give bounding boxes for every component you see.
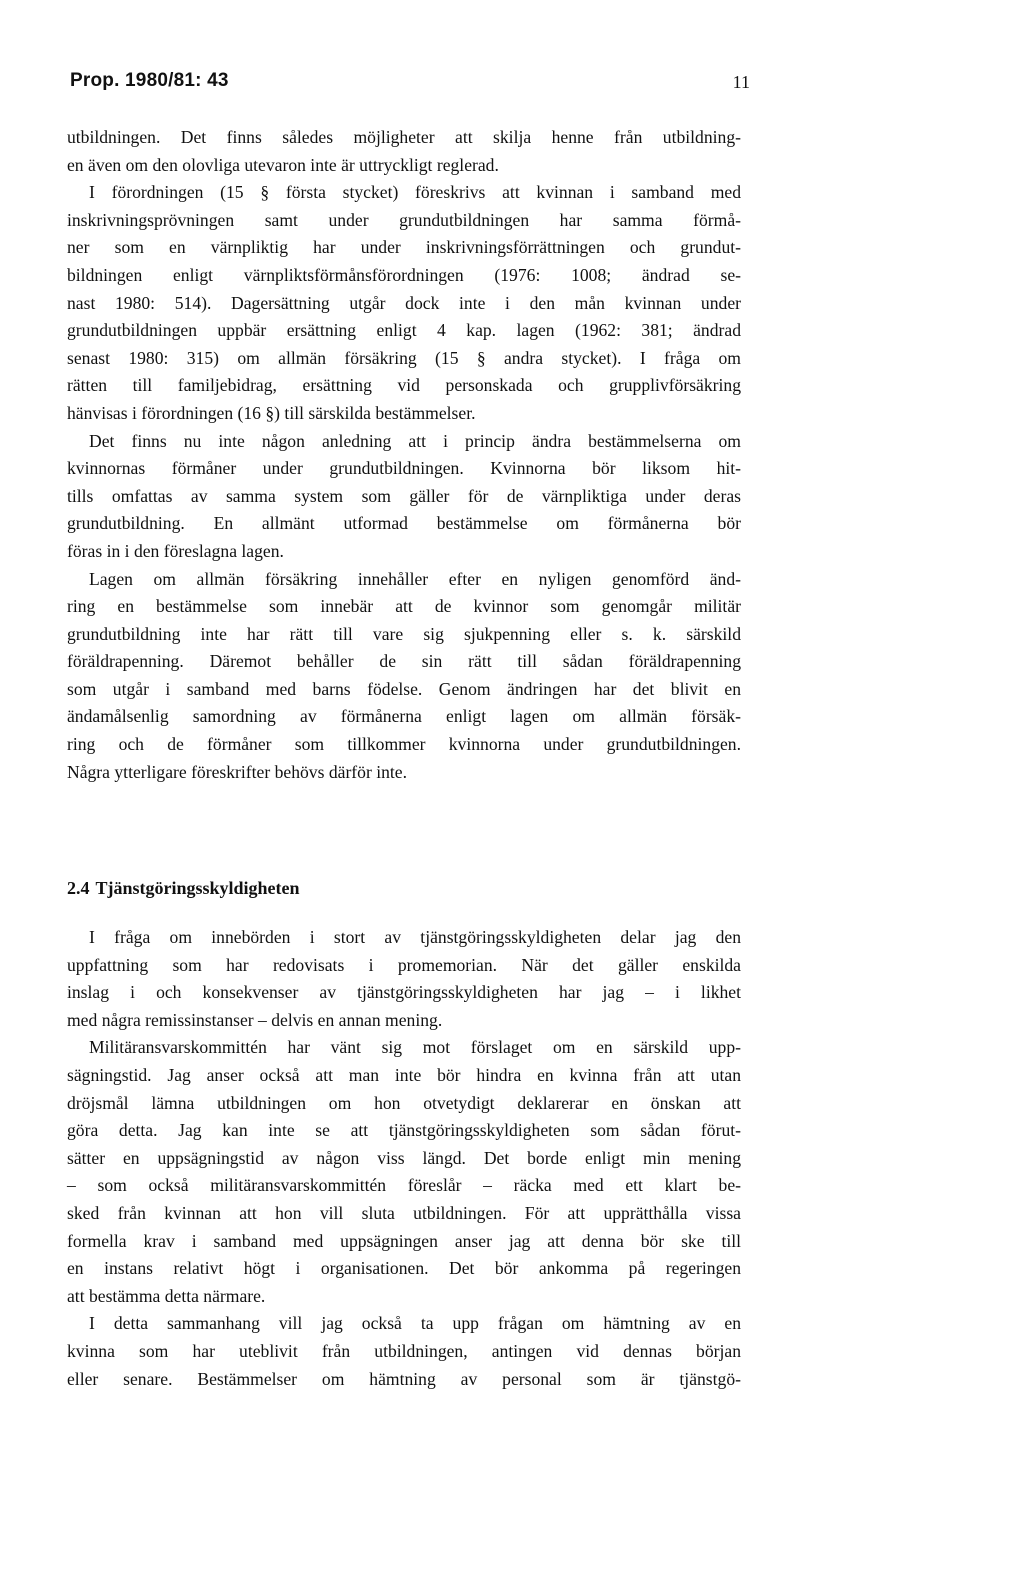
- text-line: inskrivningsprövningen samt under grundutbildningen har samma förmå-: [67, 209, 741, 230]
- section-number: 2.4: [67, 878, 90, 898]
- body-text-block-1: [67, 124, 741, 786]
- text-line: Militäransvarskommittén har vänt sig mot förslaget om en särskild upp-: [89, 1037, 741, 1058]
- page-header: [70, 70, 750, 100]
- text-line: Det finns nu inte någon anledning att i princip ändra bestämmelserna om: [89, 430, 741, 451]
- text-line: med några remissinstanser – delvis en annan mening.: [67, 1009, 443, 1030]
- text-line: en instans relativt högt i organisationen. Det bör ankomma på regeringen: [67, 1258, 741, 1279]
- text-line: Några ytterligare föreskrifter behövs därför inte.: [67, 761, 407, 782]
- text-line: ner som en värnpliktig har under inskrivningsförrättningen och grundut-: [67, 237, 741, 258]
- text-line: formella krav i samband med uppsägningen anser jag att denna bör ske till: [67, 1230, 741, 1251]
- paragraph: [67, 924, 741, 1034]
- text-line: sätter en uppsägningstid av någon viss längd. Det borde enligt min mening: [67, 1147, 741, 1168]
- paragraph: [67, 179, 741, 427]
- text-line: att bestämma detta närmare.: [67, 1285, 266, 1306]
- text-line: grundutbildning. En allmänt utformad bestämmelse om förmånerna bör: [67, 513, 741, 534]
- text-line: I förordningen (15 § första stycket) föreskrivs att kvinnan i samband med: [89, 182, 741, 203]
- text-line: eller senare. Bestämmelser om hämtning av personal som är tjänstgö-: [67, 1368, 741, 1389]
- text-line: rätten till familjebidrag, ersättning vid personskada och grupplivförsäkring: [67, 375, 741, 396]
- text-line: bildningen enligt värnpliktsförmånsförordningen (1976: 1008; ändrad se-: [67, 264, 741, 285]
- text-line: grundutbildningen uppbär ersättning enligt 4 kap. lagen (1962: 381; ändrad: [67, 320, 741, 341]
- paragraph: [67, 566, 741, 787]
- text-line: grundutbildning inte har rätt till vare sig sjukpenning eller s. k. särskild: [67, 623, 741, 644]
- text-line: inslag i och konsekvenser av tjänstgöringsskyldigheten har jag – i likhet: [67, 982, 741, 1003]
- paragraph: [67, 124, 741, 179]
- text-line: kvinnornas förmåner under grundutbildningen. Kvinnorna bör liksom hit-: [67, 458, 741, 479]
- text-line: I detta sammanhang vill jag också ta upp frågan om hämtning av en: [89, 1313, 741, 1334]
- paragraph: [67, 428, 741, 566]
- text-line: uppfattning som har redovisats i promemorian. När det gäller enskilda: [67, 954, 741, 975]
- text-line: som utgår i samband med barns födelse. Genom ändringen har det blivit en: [67, 678, 741, 699]
- document-id: Prop. 1980/81: 43: [70, 70, 229, 91]
- text-line: göra detta. Jag kan inte se att tjänstgöringsskyldigheten som sådan förut-: [67, 1120, 741, 1141]
- text-line: utbildningen. Det finns således möjligheter att skilja henne från utbildning-: [67, 127, 741, 147]
- text-line: tills omfattas av samma system som gäller för de värnpliktiga under deras: [67, 485, 741, 506]
- text-line: nast 1980: 514). Dagersättning utgår dock inte i den mån kvinnan under: [67, 292, 741, 313]
- text-line: I fråga om innebörden i stort av tjänstgöringsskyldigheten delar jag den: [89, 927, 741, 947]
- text-line: ring en bestämmelse som innebär att de kvinnor som genomgår militär: [67, 596, 741, 617]
- section-title: Tjänstgöringsskyldigheten: [95, 878, 300, 898]
- text-line: föras in i den föreslagna lagen.: [67, 540, 284, 561]
- text-line: föräldrapenning. Däremot behåller de sin rätt till sådan föräldrapenning: [67, 651, 741, 672]
- text-line: ändamålsenlig samordning av förmånerna enligt lagen om allmän försäk-: [67, 706, 741, 727]
- text-line: ring och de förmåner som tillkommer kvinnorna under grundutbildningen.: [67, 734, 741, 755]
- text-line: senast 1980: 315) om allmän försäkring (15 § andra stycket). I fråga om: [67, 347, 741, 368]
- text-line: hänvisas i förordningen (16 §) till särskilda bestämmelser.: [67, 402, 476, 423]
- text-line: dröjsmål lämna utbildningen om hon otvetydigt deklarerar en önskan att: [67, 1092, 741, 1113]
- text-line: – som också militäransvarskommittén föreslår – räcka med ett klart be-: [67, 1175, 741, 1196]
- text-line: sägningstid. Jag anser också att man inte bör hindra en kvinna från att utan: [67, 1064, 741, 1085]
- text-line: Lagen om allmän försäkring innehåller efter en nyligen genomförd änd-: [89, 568, 741, 589]
- paragraph: [67, 1034, 741, 1310]
- section-heading: [67, 878, 300, 899]
- text-line: en även om den olovliga utevaron inte är uttryckligt reglerad.: [67, 154, 499, 175]
- page-number: 11: [732, 72, 750, 92]
- text-line: kvinna som har uteblivit från utbildningen, antingen vid dennas början: [67, 1340, 741, 1361]
- body-text-block-2: [67, 924, 741, 1393]
- text-line: sked från kvinnan att hon vill sluta utbildningen. För att upprätthålla vissa: [67, 1202, 741, 1223]
- paragraph: [67, 1310, 741, 1393]
